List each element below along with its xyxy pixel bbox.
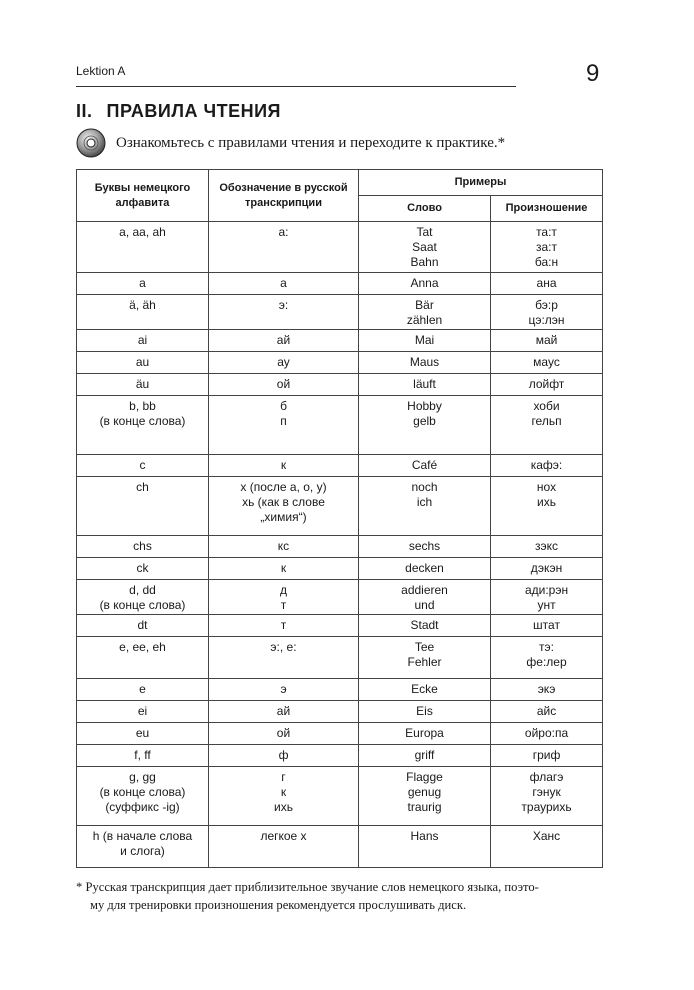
cell-line: und [414,598,435,612]
cell-line: Bahn [410,255,439,269]
cell-line: traurig [407,800,442,814]
cell-transcription [209,455,359,477]
cell-letters [77,455,209,477]
table-row [77,615,603,637]
cell-line: э:, е: [270,640,297,654]
table-row [77,701,603,723]
cell-letters [77,637,209,679]
cell-line: zählen [406,313,443,327]
cell-line: ана [536,276,557,290]
cell-pronunciation [491,637,603,679]
cell-line: Hobby [407,399,442,413]
table-row [77,558,603,580]
cell-line: Maus [409,355,440,369]
cell-line: Fehler [407,655,442,669]
cell-line: и слога) [120,844,165,858]
table-row [77,767,603,826]
cell-transcription [209,396,359,455]
cell-word [359,615,491,637]
cell-pronunciation [491,374,603,396]
cd-disc-icon [76,128,106,158]
cell-line: гельп [531,414,562,428]
cell-word [359,767,491,826]
cell-line: decken [405,561,444,575]
cell-line: ich [416,495,433,509]
cell-word [359,455,491,477]
cell-line: ei [137,704,148,718]
cell-word [359,330,491,352]
cell-word [359,477,491,536]
cell-line: к [280,785,287,799]
header-letters: Буквы немецкого алфавита [77,170,209,222]
footnote-line: * Русская транскрипция дает приблизительное звучание слов немецкого языка, поэто- [76,880,539,894]
cell-line: унт [537,598,556,612]
cell-word [359,222,491,273]
cell-line: цэ:лэн [528,313,565,327]
cell-pronunciation [491,558,603,580]
cell-line: к [280,561,287,575]
cell-line: гриф [532,748,561,762]
cell-word [359,826,491,868]
cell-pronunciation [491,723,603,745]
cell-line: нох [536,480,557,494]
table-row [77,273,603,295]
cell-line: dt [137,618,148,632]
cell-letters [77,536,209,558]
cell-line: au [135,355,150,369]
cell-pronunciation [491,767,603,826]
cell-line: ихь [274,800,293,814]
cell-line: та:т [536,225,557,239]
cell-pronunciation [491,330,603,352]
table-row [77,745,603,767]
cell-line: e [139,682,146,696]
cell-line: э: [278,298,289,312]
cell-pronunciation [491,295,603,330]
cell-line: chs [133,539,152,553]
cell-letters [77,701,209,723]
cell-line: Europa [405,726,444,740]
cell-pronunciation [491,679,603,701]
cell-word [359,745,491,767]
cell-line: флагэ [529,770,564,784]
cell-line: х (после a, o, y) [240,480,327,494]
cell-word [359,558,491,580]
cell-transcription [209,352,359,374]
cell-line: ai [137,333,148,347]
cell-line: Café [411,458,438,472]
cell-line: (в конце слова) [99,785,186,799]
cell-pronunciation [491,273,603,295]
cell-line: ба:н [534,255,559,269]
cell-pronunciation [491,477,603,536]
reading-rules-table [76,169,603,868]
cell-line: Stadt [410,618,439,632]
cell-line: Ханс [532,829,561,843]
cell-line: eu [135,726,150,740]
cell-line: ck [136,561,149,575]
cell-line: äu [135,377,150,391]
cell-transcription [209,580,359,615]
cell-transcription [209,826,359,868]
cell-pronunciation [491,615,603,637]
cell-line: кафэ: [530,458,563,472]
table-row [77,222,603,273]
cell-pronunciation [491,826,603,868]
cell-line: э [280,682,287,696]
cell-pronunciation [491,580,603,615]
cell-word [359,295,491,330]
cell-word [359,637,491,679]
cell-letters [77,477,209,536]
section-heading: ПРАВИЛА ЧТЕНИЯ [106,101,281,121]
cell-transcription [209,477,359,536]
cell-letters [77,767,209,826]
table-row [77,396,603,455]
cell-transcription [209,222,359,273]
cell-letters [77,679,209,701]
cell-line: а [280,276,287,290]
table-row [77,330,603,352]
instruction-text: Ознакомьтесь с правилами чтения и переходите к практике.* [116,135,506,151]
cell-line: genug [407,785,442,799]
cell-transcription [209,615,359,637]
cell-line: Tat [416,225,433,239]
cell-letters [77,396,209,455]
cell-line: Flagge [406,770,443,784]
cell-transcription [209,374,359,396]
cell-line: addieren [401,583,448,597]
cell-line: ай [276,333,291,347]
cell-line: ай [276,704,291,718]
cell-line: d, dd [129,583,156,597]
cell-line: a [139,276,146,290]
table-row [77,477,603,536]
cell-transcription [209,767,359,826]
cell-line: маус [533,355,560,369]
cell-line: ä, äh [129,298,156,312]
table-row [77,352,603,374]
page-number: 9 [586,60,600,87]
cell-line: Tee [414,640,435,654]
lesson-label: Lektion A [76,64,126,78]
cell-line: за:т [536,240,558,254]
cell-word [359,352,491,374]
cell-line: Eis [416,704,433,718]
page-header [76,58,516,87]
cell-line: Ecke [411,682,438,696]
cell-letters [77,374,209,396]
section-title [76,101,281,122]
header-transcription: Обозначение в русской транскрипции [209,170,359,222]
cell-line: läuft [413,377,436,391]
cell-letters [77,615,209,637]
cell-line: ади:рэн [524,583,569,597]
cell-transcription [209,558,359,580]
cell-line: тэ: [539,640,554,654]
cell-line: Mai [414,333,435,347]
cell-line: ау [277,355,290,369]
table-row [77,374,603,396]
cell-word [359,536,491,558]
cell-transcription [209,637,359,679]
cell-line: а: [278,225,289,239]
cell-line: Hans [410,829,439,843]
cell-transcription [209,536,359,558]
table-row [77,637,603,679]
cell-line: к [280,458,287,472]
cell-pronunciation [491,745,603,767]
cell-letters [77,745,209,767]
cell-line: b, bb [129,399,156,413]
cell-letters [77,273,209,295]
cell-line: ch [136,480,149,494]
cell-letters [77,558,209,580]
cell-line: (в конце слова) [99,598,186,612]
header-examples: Примеры [359,170,603,196]
footnote [76,878,606,914]
cell-line: зэкс [535,539,559,553]
cell-letters [77,723,209,745]
table-row [77,826,603,868]
cell-line: т [280,598,287,612]
cell-letters [77,295,209,330]
cell-transcription [209,273,359,295]
cell-line: (в конце слова) [99,414,186,428]
section-numeral: II. [76,101,93,121]
cell-line: хоби [533,399,560,413]
cell-transcription [209,701,359,723]
cell-line: ойро:па [524,726,569,740]
cell-line: лойфт [528,377,565,391]
cell-line: штат [533,618,560,632]
cell-line: Anna [410,276,439,290]
cell-transcription [209,295,359,330]
cell-transcription [209,679,359,701]
cell-word [359,374,491,396]
cell-line: хь (как в слове [242,495,325,509]
cell-line: траурихь [521,800,572,814]
cell-line: айс [536,704,557,718]
cell-pronunciation [491,455,603,477]
cell-line: гэнук [532,785,561,799]
table-row [77,580,603,615]
cell-transcription [209,330,359,352]
cell-line: легкое х [260,829,307,843]
cell-line: sechs [408,539,441,553]
cell-line: e, ee, eh [119,640,166,654]
cell-line: h (в начале слова [92,829,193,843]
cell-line: c [139,458,146,472]
cell-pronunciation [491,222,603,273]
cell-letters [77,330,209,352]
cell-word [359,273,491,295]
cell-pronunciation [491,396,603,455]
table-row [77,295,603,330]
table-row [77,536,603,558]
cell-line: фе:лер [526,655,567,669]
cell-line: noch [411,480,438,494]
cell-letters [77,826,209,868]
footnote-line: му для тренировки произношения рекомендуется прослушивать диск. [90,898,467,912]
cell-word [359,701,491,723]
cell-line: ихь [537,495,556,509]
cell-pronunciation [491,352,603,374]
cell-letters [77,580,209,615]
cell-pronunciation [491,536,603,558]
cell-word [359,723,491,745]
cell-letters [77,222,209,273]
cell-line: (суффикс -ig) [105,800,180,814]
cell-line: дэкэн [530,561,563,575]
cell-line: т [280,618,287,632]
cell-line: f, ff [134,748,151,762]
cell-pronunciation [491,701,603,723]
cell-line: г [281,770,286,784]
cell-line: Bär [415,298,434,312]
cell-word [359,396,491,455]
header-pronunciation: Произношение [491,196,603,222]
cell-line: б [280,399,287,413]
cell-line: ой [276,377,291,391]
cell-line: д [279,583,287,597]
cell-line: gelb [413,414,436,428]
header-word: Слово [359,196,491,222]
cell-transcription [209,723,359,745]
table-row [77,723,603,745]
cell-letters [77,352,209,374]
cell-line: a, aa, ah [119,225,166,239]
cell-line: „химия“) [260,510,307,524]
cell-word [359,580,491,615]
cell-line: ф [278,748,289,762]
cell-line: g, gg [129,770,156,784]
table-row [77,455,603,477]
cell-line: Saat [412,240,437,254]
cell-word [359,679,491,701]
cell-transcription [209,745,359,767]
cell-line: ой [276,726,291,740]
cell-line: griff [414,748,435,762]
cell-line: бэ:р [535,298,558,312]
table-row [77,679,603,701]
cell-line: май [535,333,558,347]
cell-line: кс [277,539,290,553]
cell-line: п [280,414,287,428]
cell-line: экэ [537,682,556,696]
